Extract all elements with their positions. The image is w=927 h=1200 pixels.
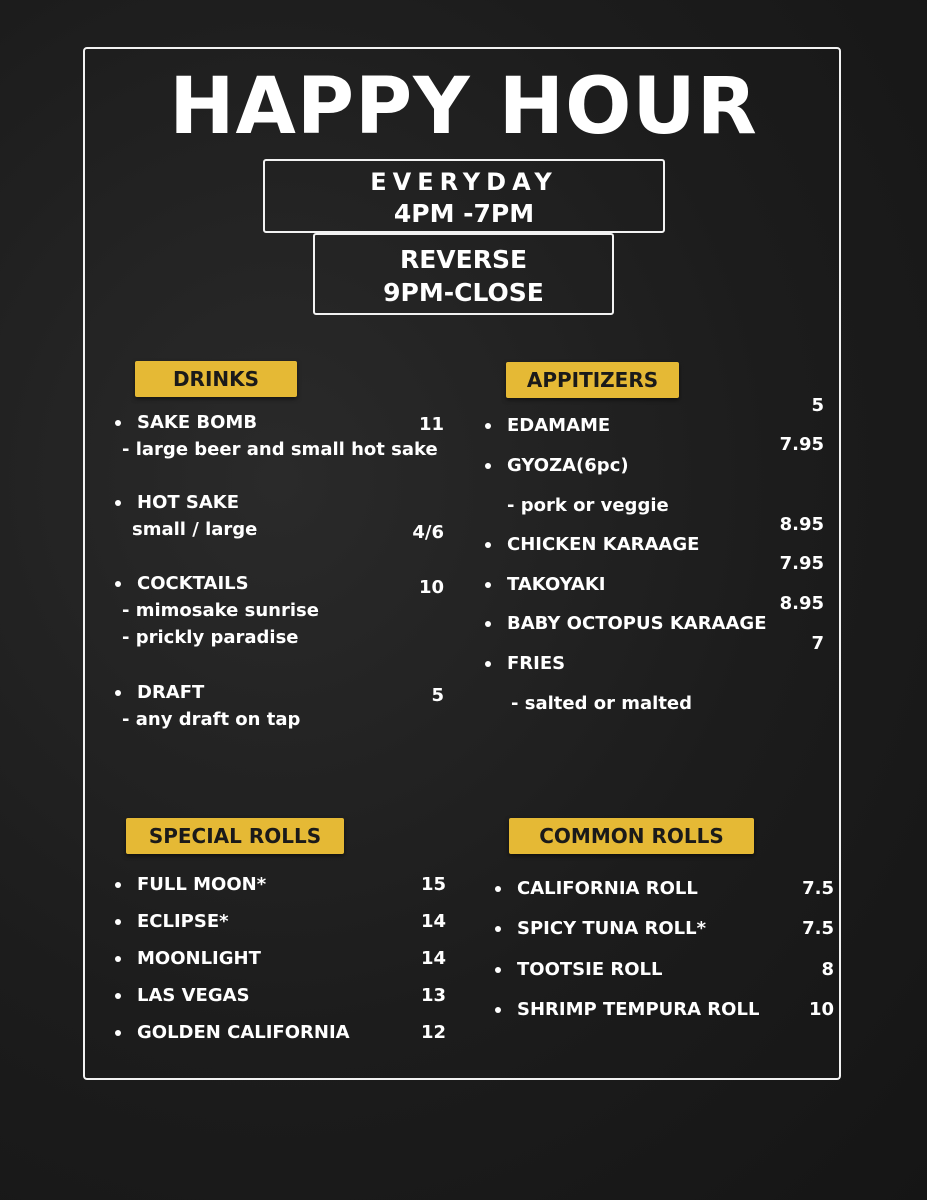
bullet (495, 1007, 501, 1013)
bullet (485, 661, 491, 667)
app-gyoza-desc: - pork or veggie (507, 495, 669, 516)
bullet (495, 886, 501, 892)
app-karaage-name: CHICKEN KARAAGE (507, 534, 700, 555)
drink-cocktails-desc-1: - mimosake sunrise (122, 600, 319, 621)
drink-cocktails-price: 10 (418, 577, 444, 598)
everyday-time: 4PM -7PM (393, 199, 535, 228)
bullet (115, 690, 121, 696)
bullet (115, 500, 121, 506)
common-roll-name: TOOTSIE ROLL (517, 959, 663, 980)
bullet (115, 581, 121, 587)
drink-cocktails-name: COCKTAILS (137, 573, 249, 594)
common-roll-price: 7.5 (802, 918, 834, 939)
drink-hot-sake-desc: small / large (132, 519, 258, 540)
common-roll-price: 8 (821, 959, 834, 980)
app-edamame-price: 5 (811, 395, 824, 416)
bullet (495, 926, 501, 932)
drink-draft-name: DRAFT (137, 682, 205, 703)
app-fries-price: 7 (811, 633, 824, 654)
bullet (115, 993, 121, 999)
drink-draft-desc: - any draft on tap (122, 709, 301, 730)
bullet (485, 463, 491, 469)
page-title: HAPPY HOUR (169, 62, 758, 152)
common-roll-name: SPICY TUNA ROLL* (517, 918, 707, 939)
common-roll-name: SHRIMP TEMPURA ROLL (517, 999, 760, 1020)
special-roll-name: MOONLIGHT (137, 948, 261, 969)
bullet (485, 582, 491, 588)
app-takoyaki-name: TAKOYAKI (507, 574, 606, 595)
reverse-hours-box (313, 233, 614, 315)
special-roll-name: ECLIPSE* (137, 911, 229, 932)
app-takoyaki-price: 7.95 (779, 553, 824, 574)
app-edamame-name: EDAMAME (507, 415, 611, 436)
special-roll-price: 14 (420, 911, 446, 932)
special-roll-name: GOLDEN CALIFORNIA (137, 1022, 350, 1043)
drink-sake-bomb-name: SAKE BOMB (137, 412, 258, 433)
drink-hot-sake-price: 4/6 (412, 522, 444, 543)
special-roll-price: 13 (420, 985, 446, 1006)
special-roll-price: 14 (420, 948, 446, 969)
bullet (115, 882, 121, 888)
app-octopus-name: BABY OCTOPUS KARAAGE (507, 613, 767, 634)
special-roll-name: FULL MOON* (137, 874, 267, 895)
drink-cocktails-desc-2: - prickly paradise (122, 627, 299, 648)
bullet (485, 423, 491, 429)
common-rolls-heading: COMMON ROLLS (509, 818, 754, 854)
drinks-heading: DRINKS (135, 361, 297, 397)
appetizers-heading: APPITIZERS (506, 362, 679, 398)
bullet (485, 542, 491, 548)
reverse-label: REVERSE (399, 245, 528, 274)
bullet (115, 1030, 121, 1036)
everyday-hours-box (263, 159, 665, 233)
bullet (495, 967, 501, 973)
app-karaage-price: 8.95 (779, 514, 824, 535)
drink-sake-bomb-desc: - large beer and small hot sake (122, 439, 438, 460)
app-octopus-price: 8.95 (779, 593, 824, 614)
special-rolls-heading: SPECIAL ROLLS (126, 818, 344, 854)
app-gyoza-name: GYOZA(6pc) (507, 455, 629, 476)
bullet (115, 956, 121, 962)
special-roll-price: 15 (420, 874, 446, 895)
common-roll-name: CALIFORNIA ROLL (517, 878, 698, 899)
special-roll-name: LAS VEGAS (137, 985, 250, 1006)
bullet (115, 919, 121, 925)
drink-draft-price: 5 (431, 685, 444, 706)
bullet (485, 621, 491, 627)
bullet (115, 420, 121, 426)
special-roll-price: 12 (420, 1022, 446, 1043)
app-fries-name: FRIES (507, 653, 566, 674)
drink-sake-bomb-price: 11 (418, 414, 444, 435)
app-gyoza-price: 7.95 (779, 434, 824, 455)
app-fries-desc: - salted or malted (511, 693, 693, 714)
common-roll-price: 10 (808, 999, 834, 1020)
drink-hot-sake-name: HOT SAKE (137, 492, 240, 513)
reverse-time: 9PM-CLOSE (383, 278, 544, 307)
everyday-label: EVERYDAY (370, 168, 558, 196)
common-roll-price: 7.5 (802, 878, 834, 899)
